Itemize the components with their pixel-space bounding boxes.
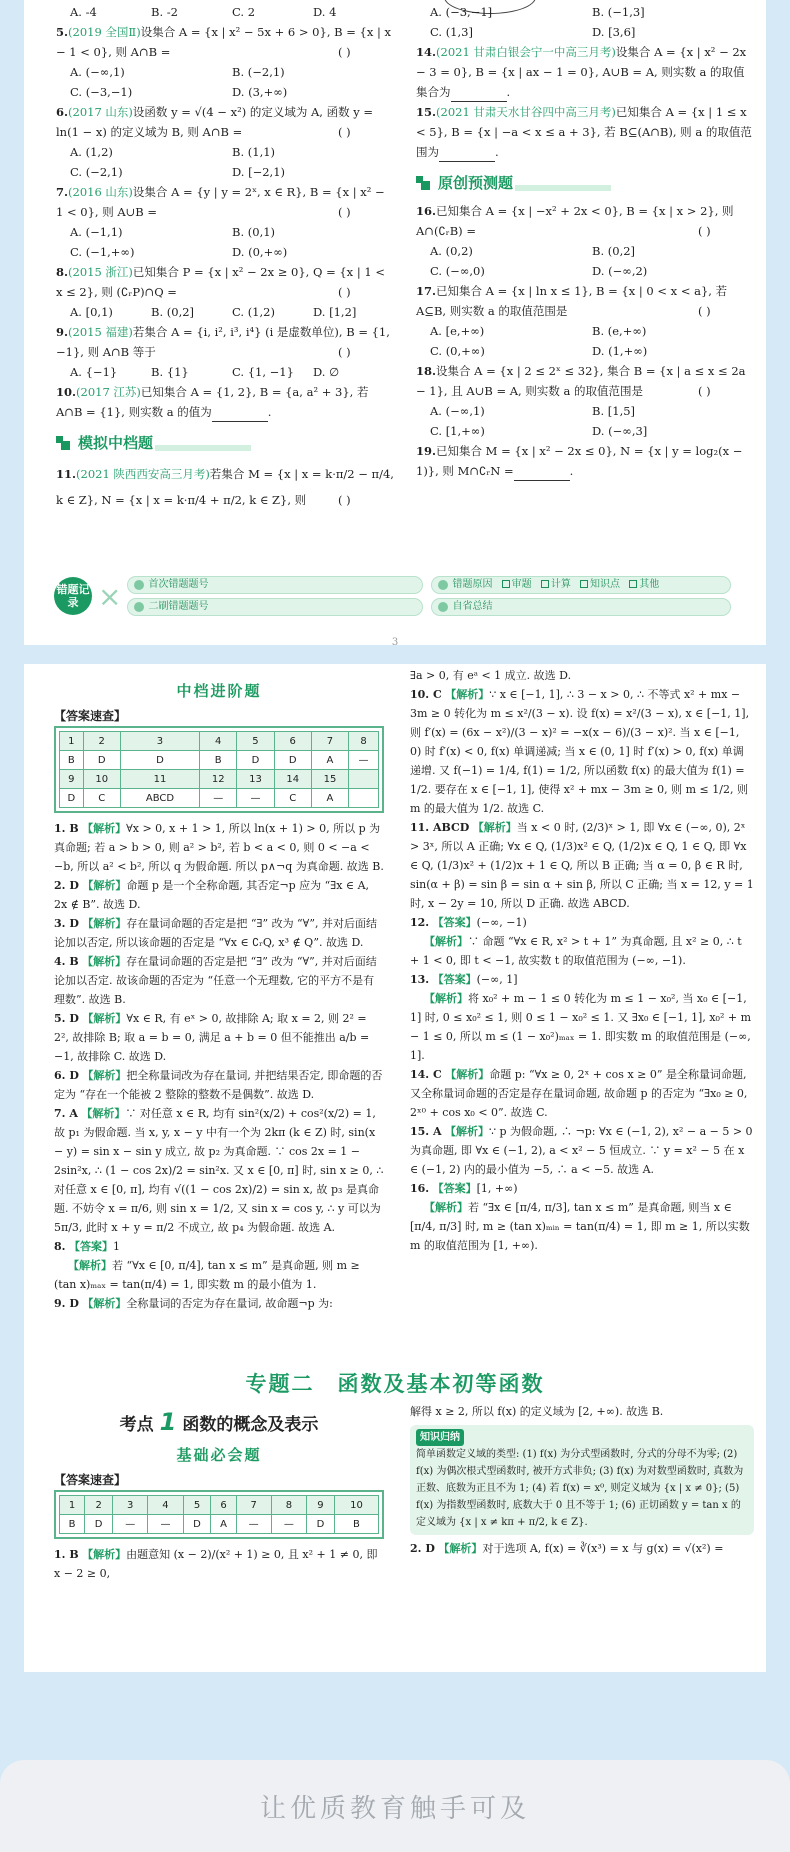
right-column: A. (−3,−1] B. (−1,3] C. (1,3] D. [3,6] 14.(2021 甘肃白银会宁一中高三月考)设集合 A = {x | x² − 2x − 3 = 0}, B = {x | ax − 1 = 0}, A∪B = A, 则实数 a 的取值集合为 . 15.(2021 甘肃天水甘谷四中高三月考)已知集合 A = {x | 1 ≤ x < 5}, B = {x | −a < x ≤ a + 3}, 若 B⊆(A∩B), 则 a 的取值范围为 . 原创预测题 16.已知集合 A = {x | −x² + 2x < 0}, B = {x | x > 2}, 则 A∩(∁ᵣB) = ( ) A. (0,2) B. (0,2] C. (−∞,0) D. (−∞,2) 17.已知集合 A = {x | ln x ≤ 1}, B = {x | 0 < x < a}, 若 A⊆B, 则实数 a 的取值范围是 ( ) A. [e,+∞) B. (e,+∞) C. (0,+∞) D. (1,+∞) 18.设集合 A = {x | 2 ≤ 2ˣ ≤ 32}, 集合 B = {x | a ≤ x ≤ 2a − 1}, 且 A∪B = A, 则实数 a 的取值范围是 ( ) A. (−∞,1) B. [1,5] C. [1,+∞) D. (−∞,3] 19.已知集合 M = {x | x² − 2x ≤ 0}, N = {x | y = log₂(x − 1)}, 则 M∩∁ᵣN = . — [394, 0, 766, 513]
second-mistake-field[interactable]: 二刷错题题号 — [127, 598, 423, 616]
checkbox-calculation[interactable] — [541, 580, 549, 588]
question-18: 18.设集合 A = {x | 2 ≤ 2ˣ ≤ 32}, 集合 B = {x | a ≤ x ≤ 2a − 1}, 且 A∪B = A, 则实数 a 的取值范围是 ( ) — [416, 364, 746, 398]
answer-blank[interactable] — [514, 467, 570, 481]
q4-options: A. -4 B. -2 C. 2 D. 4 — [70, 5, 337, 19]
page-lower — [24, 664, 766, 1672]
cross-icon: × — [98, 579, 122, 613]
solution-5: 5. D 【解析】∀x ∈ R, 有 eˣ > 0, 故排除 A; 取 x = 2, 则 2² = 2², 故排除 B; 取 a = b = 0, 满足 a + b = 0 但不能推出 a/b = −1, 故排除 C. 故选 D. — [54, 1012, 370, 1063]
solution-1: 1. B 【解析】∀x > 0, x + 1 > 1, 所以 ln(x + 1) > 0, 所以 p 为真命题; 若 a > b > 0, 则 a² > b², 若 b < a < 0, 则 0 < −a < −b, 所以 a² < b², 所以 q 为假命题. 所以 p∧¬q 为真命题. 故选 B. — [54, 822, 384, 873]
question-8: 8.(2015 浙江)已知集合 P = {x | x² − 2x ≥ 0}, Q = {x | 1 < x ≤ 2}, 则 (∁ᵣP)∩Q = ( ) — [56, 265, 385, 299]
solution-3: 3. D 【解析】存在量词命题的否定是把 “∃” 改为 “∀”, 并对后面结论加以否定, 所以该命题的否定是 “∀x ∈ ∁ᵣQ, x³ ∉ Q”. 故选 D. — [54, 917, 377, 949]
mistake-record-bar — [54, 570, 744, 622]
section-heading-mock: 模拟中档题 — [56, 432, 394, 453]
answers-left-column: 中档进阶题 【答案速查】 1 2 3 4 5 6 7 8 B D D B D D A — 9 10 11 12 13 14 15 D C ABCD — — C A 1. B 【解析】∀x > 0, x + 1 > 1, 所以 ln(x + 1) > 0, 所以 p 为真命题; 若 a > b > 0, 则 a² > b², 若 b < a < 0, 则 0 < −a < −b, 所以 a² < b², 所以 q 为假命题. 所以 p∧¬q 为真命题. 故选 B. 2. D 【解析】命题 p 是一个全称命题, 其否定¬p 应为 “∃x ∈ A, 2x ∉ B”. 故选 D. 3. D 【解析】存在量词命题的否定是把 “∃” 改为 “∀”, 并对后面结论加以否定, 所以该命题的否定是 “∀x ∈ ∁ᵣQ, x³ ∉ Q”. 故选 D. 4. B 【解析】存在量词命题的否定是把 “∃” 改为 “∀”, 并对后面结论加以否定. 故该命题的否定为 “任意一个无理数, 它的平方不是有理数”. 故选 B. 5. D 【解析】∀x ∈ R, 有 eˣ > 0, 故排除 A; 取 x = 2, 则 2² = 2², 故排除 B; 取 a = b = 0, 满足 a + b = 0 但不能推出 a/b = −1, 故排除 C. 故选 D. 6. D 【解析】把全称量词改为存在量词, 并把结果否定, 即命题的否定为 “存在一个能被 2 整除的整数不是偶数”. 故选 D. 7. A 【解析】∵ 对任意 x ∈ R, 均有 sin²(x/2) + cos²(x/2) = 1, 故 p₁ 为假命题. 当 x, y, x − y 中有一个为 2kπ (k ∈ Z) 时, sin(x − y) = sin x − sin y 成立, 故 p₂ 为真命题. ∵ cos 2x = 1 − 2sin²x, ∴ (1 − cos 2x)/2 = sin²x. 又 x ∈ [0, π] 时, sin x ≥ 0, ∴ 对任意 x ∈ [0, π], 均有 √((1 − cos 2x)/2) = sin x, 故 p₃ 是真命题. 不妨令 x = π/6, 则 sin x = 1/2, 又 sin x = cos y, ∴ y 可以为 5π/3, 此时 x + y = π/2 不成立, 故 p₄ 为假命题. 故选 A. 8. 【答案】1 【解析】若 “∀x ∈ [0, π/4], tan x ≤ m” 是真命题, 则 m ≥ (tan x)ₘₐₓ = tan(π/4) = 1, 即实数 m 的最小值为 1. 9. D 【解析】全称量词的否定为存在量词, 故命题¬p 为: — [24, 664, 394, 1364]
question-16: 16.已知集合 A = {x | −x² + 2x < 0}, B = {x | x > 2}, 则 A∩(∁ᵣB) = ( ) — [416, 204, 734, 238]
section-marker-icon — [56, 436, 70, 450]
question-11: 11.(2021 陕西西安高三月考)若集合 M = {x | x = k·π/2 − π/4, k ∈ Z}, N = {x | x = k·π/4 + π/2, k ∈ Z}, 则 ( ) — [56, 467, 394, 507]
answer-blank[interactable] — [451, 88, 507, 102]
solution-2: 2. D 【解析】命题 p 是一个全称命题, 其否定¬p 应为 “∃x ∈ A, 2x ∉ B”. 故选 D. — [54, 879, 370, 911]
solution-4: 4. B 【解析】存在量词命题的否定是把 “∃” 改为 “∀”, 并对后面结论加以否定. 故该命题的否定为 “任意一个无理数, 它的平方不是有理数”. 故选 B. — [54, 955, 377, 1006]
chapter-title: 专题二 函数及基本初等函数 — [245, 1372, 545, 1396]
self-summary-field[interactable]: 自省总结 — [431, 598, 731, 616]
question-14: 14.(2021 甘肃白银会宁一中高三月考)设集合 A = {x | x² − 2x − 3 = 0}, B = {x | ax − 1 = 0}, A∪B = A, 则实数 a 的取值集合为 . — [416, 42, 754, 102]
checkbox-knowledge[interactable] — [580, 580, 588, 588]
page-number: 3 — [391, 637, 399, 645]
knowledge-summary-box: 知识归纳 简单函数定义域的类型: (1) f(x) 为分式型函数时, 分式的分母不为零; (2) f(x) 为偶次根式型函数时, 被开方式非负; (3) f(x) 为对数型函数时, 真数为正数、底数为正且不为 1; (4) 若 f(x) = x⁰, 则定义域为 {x | x ≠ 0}; (5) f(x) 为指数型函数时, 底数大于 0 且不等于 1; (6) 正切函数 y = tan x 的定义域为 {x | x ≠ kπ + π/2, k ∈ Z}. — [410, 1425, 754, 1535]
mistake-reason-field: 错题原因 审题 计算 知识点 其他 — [431, 576, 731, 594]
solution-7: 7. A 【解析】∵ 对任意 x ∈ R, 均有 sin²(x/2) + cos²(x/2) = 1, 故 p₁ 为假命题. 当 x, y, x − y 中有一个为 2kπ (k ∈ Z) 时, sin(x − y) = sin x − sin y 成立, 故 p₂ 为真命题. ∵ cos 2x = 1 − 2sin²x, ∴ (1 − cos 2x)/2 = sin²x. 又 x ∈ [0, π] 时, sin x ≥ 0, ∴ 对任意 x ∈ [0, π], 均有 √((1 − cos 2x)/2) = sin x, 故 p₃ 是真命题. 不妨令 x = π/6, 则 sin x = 1/2, 又 sin x = cos y, ∴ y 可以为 5π/3, 此时 x + y = π/2 不成立, 故 p₄ 为假命题. 故选 A. — [54, 1107, 384, 1234]
topic-point-heading: 考点 1 函数的概念及表示 — [119, 1408, 319, 1436]
basic-solution-2: 2. D 【解析】对于选项 A, f(x) = ∛(x³) = x 与 g(x) = √(x²) = — [410, 1542, 724, 1555]
question-9: 9.(2015 福建)若集合 A = {i, i², i³, i⁴} (i 是虚数单位), B = {1, −1}, 则 A∩B 等于 ( ) — [56, 325, 390, 359]
question-15: 15.(2021 甘肃天水甘谷四中高三月考)已知集合 A = {x | 1 ≤ x < 5}, B = {x | −a < x ≤ a + 3}, 若 B⊆(A∩B), 则 a 的取值范围为 . — [416, 102, 754, 162]
mistake-record-badge: 错题记录 — [54, 577, 92, 615]
solution-15: 15. A 【解析】∵ p 为假命题, ∴ ¬p: ∀x ∈ (−1, 2), x² − a − 5 > 0 为真命题, 即 ∀x ∈ (−1, 2), a < x² − 5 恒成立. ∵ y = x² − 5 在 x ∈ (−1, 2) 内的最小值为 −5, ∴ a < −5. 故选 A. — [410, 1125, 753, 1176]
section-title-advanced: 中档进阶题 — [176, 682, 262, 700]
basic-solution-1: 1. B 【解析】由题意知 (x − 2)/(x² + 1) ≥ 0, 且 x² + 1 ≠ 0, 即 x − 2 ≥ 0, — [54, 1548, 378, 1580]
answer-blank[interactable] — [212, 408, 268, 422]
answer-table-1: 1 2 3 4 5 6 7 8 B D D B D D A — 9 10 11 12 13 14 15 D C ABCD — — C A — [54, 726, 384, 813]
topic-right-column: 解得 x ≥ 2, 所以 f(x) 的定义域为 [2, +∞). 故选 B. 知识归纳 简单函数定义域的类型: (1) f(x) 为分式型函数时, 分式的分母不为零; (2) f(x) 为偶次根式型函数时, 被开方式非负; (3) f(x) 为对数型函数时, 真数为正数、底数为正且不为 1; (4) 若 f(x) = x⁰, 则定义域为 {x | x ≠ 0}; (5) f(x) 为指数型函数时, 底数大于 0 且不等于 1; (6) 正切函数 y = tan x 的定义域为 {x | x ≠ kπ + π/2, k ∈ Z}. 2. D 【解析】对于选项 A, f(x) = ∛(x³) = x 与 g(x) = √(x²) = — [394, 1402, 766, 1583]
footer-slogan: 让优质教育触手可及 — [0, 1760, 790, 1852]
solution-14: 14. C 【解析】命题 p: “∀x ≥ 0, 2ˣ + cos x ≥ 0” 是全称量词命题, 又全称量词命题的否定是存在量词命题, 故命题 p 的否定为 “∃x₀ ≥ 0, 2ˣ⁰ + cos x₀ < 0”. 故选 C. — [410, 1068, 748, 1119]
question-6: 6.(2017 山东)设函数 y = √(4 − x²) 的定义域为 A, 函数 y = ln(1 − x) 的定义域为 B, 则 A∩B = ( ) — [56, 105, 374, 139]
solution-9: 9. D 【解析】全称量词的否定为存在量词, 故命题¬p 为: — [54, 1297, 333, 1310]
topic-left-column: 考点 1 函数的概念及表示 基础必会题 【答案速查】 1 2 3 4 5 6 7 8 9 10 B D — — D A — — D B 1. B 【解析】由题意知 (x − 2)/(x² + 1) ≥ 0, 且 x² + 1 ≠ 0, 即 x − 2 ≥ 0, — [24, 1402, 394, 1583]
section-marker-icon — [416, 176, 430, 190]
question-5: 5.(2019 全国Ⅱ)设集合 A = {x | x² − 5x + 6 > 0}, B = {x | x − 1 < 0}, 则 A∩B = ( ) — [56, 25, 391, 59]
answer-table-2: 1 2 3 4 5 6 7 8 9 10 B D — — D A — — D B — [54, 1490, 384, 1539]
solution-16: 16. 【答案】[1, +∞) 【解析】若 “∃x ∈ [π/4, π/3], tan x ≤ m” 是真命题, 则当 x ∈ [π/4, π/3] 时, m ≥ (tan x)ₘᵢₙ = tan(π/4) = 1, 即 m ≥ 1, 所以实数 m 的取值范围为 [1, +∞). — [410, 1182, 750, 1252]
question-7: 7.(2016 山东)设集合 A = {y | y = 2ˣ, x ∈ R}, B = {x | x² − 1 < 0}, 则 A∪B = ( ) — [56, 185, 385, 219]
question-19: 19.已知集合 M = {x | x² − 2x ≤ 0}, N = {x | y = log₂(x − 1)}, 则 M∩∁ᵣN = . — [416, 441, 754, 481]
solution-8: 8. 【答案】1 【解析】若 “∀x ∈ [0, π/4], tan x ≤ m” 是真命题, 则 m ≥ (tan x)ₘₐₓ = tan(π/4) = 1, 即实数 m 的最小值为 1. — [54, 1240, 360, 1291]
answer-blank[interactable] — [439, 148, 495, 162]
page-upper — [24, 0, 766, 645]
section-title-basic: 基础必会题 — [176, 1446, 262, 1464]
answers-right-column: ∃a > 0, 有 eᵃ < 1 成立. 故选 D. 10. C 【解析】∵ x ∈ [−1, 1], ∴ 3 − x > 0, ∴ 不等式 x² + mx − 3m ≥ 0 转化为 m ≤ x²/(3 − x). 设 f(x) = x²/(3 − x), x ∈ [−1, 1], 则 f′(x) = (6x − x²)/(3 − x)² = −x(x − 6)/(3 − x)². 当 x ∈ [−1, 0) 时 f′(x) < 0, f(x) 单调递减; 当 x ∈ (0, 1] 时 f′(x) > 0, f(x) 单调递增. 又 f(−1) = 1/4, f(1) = 1/2, 所以函数 f(x) 的最大值为 f(1) = 1/2. 要存在 x ∈ [−1, 1], 使得 x² + mx − 3m ≥ 0, 则 m ≤ 1/2, 则 m 的最大值为 1/2. 故选 C. 11. ABCD 【解析】当 x < 0 时, (2/3)ˣ > 1, 即 ∀x ∈ (−∞, 0), 2ˣ > 3ˣ, 所以 A 正确; ∀x ∈ Q, (1/3)x² ∈ Q, (1/2)x ∈ Q, 1 ∈ Q, 即 ∀x ∈ Q, (1/3)x² + (1/2)x + 1 ∈ Q, 所以 B 正确; 当 α = 0, β ∈ R 时, sin(α + β) = sin β = sin α + sin β, 所以 C 正确; 当 x = 12, y = 1 时, x − 2y = 10, 所以 D 正确. 故选 ABCD. 12. 【答案】(−∞, −1) 【解析】∵ 命题 “∀x ∈ R, x² > t + 1” 为真命题, 且 x² ≥ 0, ∴ t + 1 < 0, 即 t < −1, 故实数 t 的取值范围为 (−∞, −1). 13. 【答案】(−∞, 1] 【解析】将 x₀² + m − 1 ≤ 0 转化为 m ≤ 1 − x₀², 当 x₀ ∈ [−1, 1] 时, 0 ≤ x₀² ≤ 1, 则 0 ≤ 1 − x₀² ≤ 1. 又 ∃x₀ ∈ [−1, 1], x₀² + m − 1 ≤ 0, 所以 m ≤ (1 − x₀²)ₘₐₓ = 1. 即实数 m 的取值范围是 (−∞, 1]. 14. C 【解析】命题 p: “∀x ≥ 0, 2ˣ + cos x ≥ 0” 是全称量词命题, 又全称量词命题的否定是存在量词命题, 故命题 p 的否定为 “∃x₀ ≥ 0, 2ˣ⁰ + cos x₀ < 0”. 故选 C. 15. A 【解析】∵ p 为假命题, ∴ ¬p: ∀x ∈ (−1, 2), x² − a − 5 > 0 为真命题, 即 ∀x ∈ (−1, 2), a < x² − 5 恒成立. ∵ y = x² − 5 在 x ∈ (−1, 2) 内的最小值为 −5, ∴ a < −5. 故选 A. 16. 【答案】[1, +∞) 【解析】若 “∃x ∈ [π/4, π/3], tan x ≤ m” 是真命题, 则当 x ∈ [π/4, π/3] 时, m ≥ (tan x)ₘᵢₙ = tan(π/4) = 1, 即 m ≥ 1, 所以实数 m 的取值范围为 [1, +∞). — [394, 664, 766, 1364]
question-10: 10.(2017 江苏)已知集合 A = {1, 2}, B = {a, a² + 3}, 若 A∩B = {1}, 则实数 a 的值为 . — [56, 382, 394, 422]
solution-6: 6. D 【解析】把全称量词改为存在量词, 并把结果否定, 即命题的否定为 “存在一个能被 2 整除的整数不是偶数”. 故选 D. — [54, 1069, 383, 1101]
first-mistake-field[interactable]: 首次错题题号 — [127, 576, 423, 594]
solution-11: 11. ABCD 【解析】当 x < 0 时, (2/3)ˣ > 1, 即 ∀x ∈ (−∞, 0), 2ˣ > 3ˣ, 所以 A 正确; ∀x ∈ Q, (1/3)x² ∈ Q, (1/2)x ∈ Q, 1 ∈ Q, 即 ∀x ∈ Q, (1/3)x² + (1/2)x + 1 ∈ Q, 所以 B 正确; 当 α = 0, β ∈ R 时, sin(α + β) = sin β = sin α + sin β, 所以 C 正确; 当 x = 12, y = 1 时, x − 2y = 10, 所以 D 正确. 故选 ABCD. — [410, 821, 754, 910]
checkbox-other[interactable] — [629, 580, 637, 588]
solution-12: 12. 【答案】(−∞, −1) 【解析】∵ 命题 “∀x ∈ R, x² > t + 1” 为真命题, 且 x² ≥ 0, ∴ t + 1 < 0, 即 t < −1, 故实数 t 的取值范围为 (−∞, −1). — [410, 916, 742, 967]
checkbox-review-question[interactable] — [502, 580, 510, 588]
solution-13: 13. 【答案】(−∞, 1] 【解析】将 x₀² + m − 1 ≤ 0 转化为 m ≤ 1 − x₀², 当 x₀ ∈ [−1, 1] 时, 0 ≤ x₀² ≤ 1, 则 0 ≤ 1 − x₀² ≤ 1. 又 ∃x₀ ∈ [−1, 1], x₀² + m − 1 ≤ 0, 所以 m ≤ (1 − x₀²)ₘₐₓ = 1. 即实数 m 的取值范围是 (−∞, 1]. — [410, 973, 752, 1062]
question-17: 17.已知集合 A = {x | ln x ≤ 1}, B = {x | 0 < x < a}, 若 A⊆B, 则实数 a 的取值范围是 ( ) — [416, 284, 728, 318]
solution-10: 10. C 【解析】∵ x ∈ [−1, 1], ∴ 3 − x > 0, ∴ 不等式 x² + mx − 3m ≥ 0 转化为 m ≤ x²/(3 − x). 设 f(x) = x²/(3 − x), x ∈ [−1, 1], 则 f′(x) = (6x − x²)/(3 − x)² = −x(x − 6)/(3 − x)². 当 x ∈ [−1, 0) 时 f′(x) < 0, f(x) 单调递减; 当 x ∈ (0, 1] 时 f′(x) > 0, f(x) 单调递增. 又 f(−1) = 1/4, f(1) = 1/2, 所以函数 f(x) 的最大值为 f(1) = 1/2. 要存在 x ∈ [−1, 1], 使得 x² + mx − 3m ≥ 0, 则 m ≤ 1/2, 则 m 的最大值为 1/2. 故选 C. — [410, 688, 750, 815]
section-heading-original: 原创预测题 — [416, 172, 754, 193]
left-column: A. -4 B. -2 C. 2 D. 4 5.(2019 全国Ⅱ)设集合 A = {x | x² − 5x + 6 > 0}, B = {x | x − 1 < 0}, 则 A∩B = ( ) A. (−∞,1) B. (−2,1) C. (−3,−1) D. (3,+∞) 6.(2017 山东)设函数 y = √(4 − x²) 的定义域为 A, 函数 y = ln(1 − x) 的定义域为 B, 则 A∩B = ( ) A. (1,2) B. (1,1) C. (−2,1) D. [−2,1) 7.(2016 山东)设集合 A = {y | y = 2ˣ, x ∈ R}, B = {x | x² − 1 < 0}, 则 A∪B = ( ) A. (−1,1) B. (0,1) C. (−1,+∞) D. (0,+∞) 8.(2015 浙江)已知集合 P = {x | x² − 2x ≥ 0}, Q = {x | 1 < x ≤ 2}, 则 (∁ᵣP)∩Q = ( ) A. [0,1) B. (0,2] C. (1,2) D. [1,2] 9.(2015 福建)若集合 A = {i, i², i³, i⁴} (i 是虚数单位), B = {1, −1}, 则 A∩B 等于 ( ) A. {−1} B. {1} C. {1, −1} D. ∅ 10.(2017 江苏)已知集合 A = {1, 2}, B = {a, a² + 3}, 若 A∩B = {1}, 则实数 a 的值为 . 模拟中档题 11.(2021 陕西西安高三月考)若集合 M = {x | x = k·π/2 − π/4, k ∈ Z}, N = {x | x = k·π/4 + π/2, k ∈ Z}, 则 ( ) — [24, 0, 394, 513]
knowledge-summary-label: 知识归纳 — [416, 1429, 464, 1446]
